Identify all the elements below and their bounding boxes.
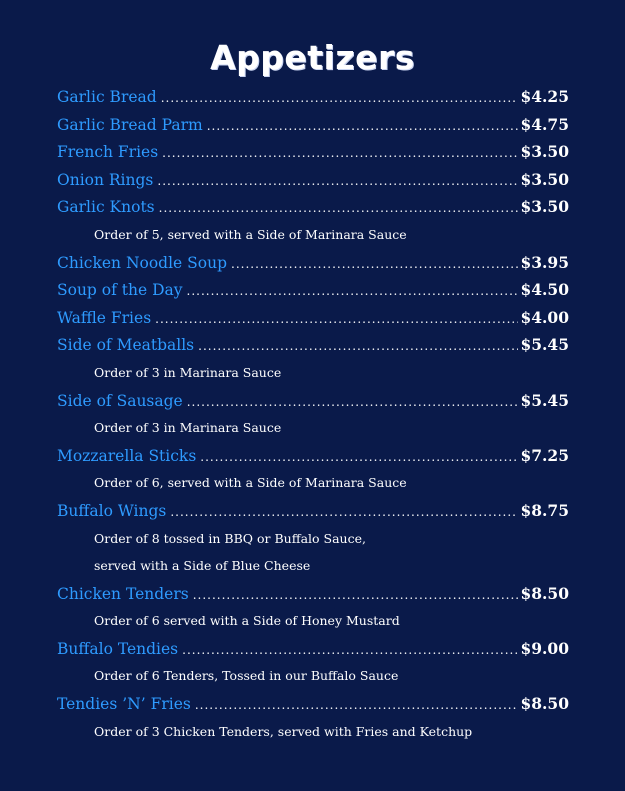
menu-item-description: served with a Side of Blue Cheese [94,558,311,574]
menu-item-description: Order of 3 Chicken Tenders, served with Fries and Ketchup [94,723,473,739]
menu-item [57,276,569,304]
menu-item-price: $8.50 [520,583,569,603]
menu-item [57,387,569,415]
menu-item-description: Order of 5, served with a Side of Marinara Sauce [94,226,407,242]
menu-item-name: Buffalo Tendies [57,639,179,658]
menu-item [57,166,569,194]
dot-leader [187,389,519,417]
menu-item-price: $3.50 [520,197,569,217]
menu-item-name: Chicken Tenders [57,584,189,603]
menu-item-name: Side of Sausage [57,391,183,410]
menu-item-price: $8.50 [520,694,569,714]
menu-item-description: Order of 3 in Marinara Sauce [94,420,282,436]
menu-item-price: $4.25 [520,87,569,106]
dot-leader [182,637,518,665]
dot-leader [187,278,519,306]
menu-item-name: Chicken Noodle Soup [57,253,228,272]
dot-leader [161,85,519,113]
menu-item [57,111,569,139]
menu-item-price: $5.45 [520,335,569,355]
menu-item [57,83,569,111]
menu-item [57,635,569,663]
menu-item-price: $4.75 [520,114,569,134]
menu-item-name: Garlic Bread Parm [57,115,203,134]
menu-item-name: Garlic Bread [57,88,157,106]
dot-leader [193,582,519,610]
dot-leader [200,444,518,472]
menu-item-name: French Fries [57,143,159,162]
page-title: Appetizers [210,38,415,77]
menu-item-price: $5.45 [520,390,569,410]
menu-item [57,193,569,221]
dot-leader [157,168,518,196]
menu-item-description: Order of 3 in Marinara Sauce [94,364,282,380]
dot-leader [170,499,518,527]
dot-leader [162,140,518,168]
dot-leader [155,306,518,334]
menu-item-name: Side of Meatballs [57,336,195,355]
menu-item [57,138,569,166]
menu-item-price: $4.00 [520,307,569,327]
menu-item-price: $3.50 [520,142,569,162]
dot-leader [231,251,518,279]
menu-item-name: Waffle Fries [57,308,152,327]
menu-item [57,580,569,608]
menu-item [57,690,569,718]
menu-item-price: $4.50 [520,280,569,300]
menu-item-name: Buffalo Wings [57,501,167,520]
menu-item [57,331,569,359]
dot-leader [198,333,518,361]
menu-item [57,249,569,277]
menu-item-description: Order of 6, served with a Side of Marinara Sauce [94,475,407,491]
menu-item-price: $3.95 [520,252,569,272]
menu-item-name: Garlic Knots [57,198,155,217]
menu-item-price: $8.75 [520,500,569,520]
menu-item-name: Tendies ’N’ Fries [57,695,191,714]
dot-leader [195,692,519,720]
menu-item [57,304,569,332]
menu-item-price: $7.25 [520,445,569,465]
menu-item-description: Order of 8 tossed in BBQ or Buffalo Sauce, [94,530,366,546]
menu-list [57,83,569,745]
menu-item-description: Order of 6 served with a Side of Honey Mustard [94,613,400,629]
menu-item-name: Mozzarella Sticks [57,446,197,465]
dot-leader [207,113,519,141]
menu-item-name: Soup of the Day [57,281,183,300]
menu-item [57,497,569,525]
menu-item-price: $9.00 [520,638,569,658]
menu-item-price: $3.50 [520,169,569,189]
menu-item-name: Onion Rings [57,170,154,189]
dot-leader [159,195,519,223]
menu-item-description: Order of 6 Tenders, Tossed in our Buffalo Sauce [94,668,399,684]
menu-item [57,442,569,470]
